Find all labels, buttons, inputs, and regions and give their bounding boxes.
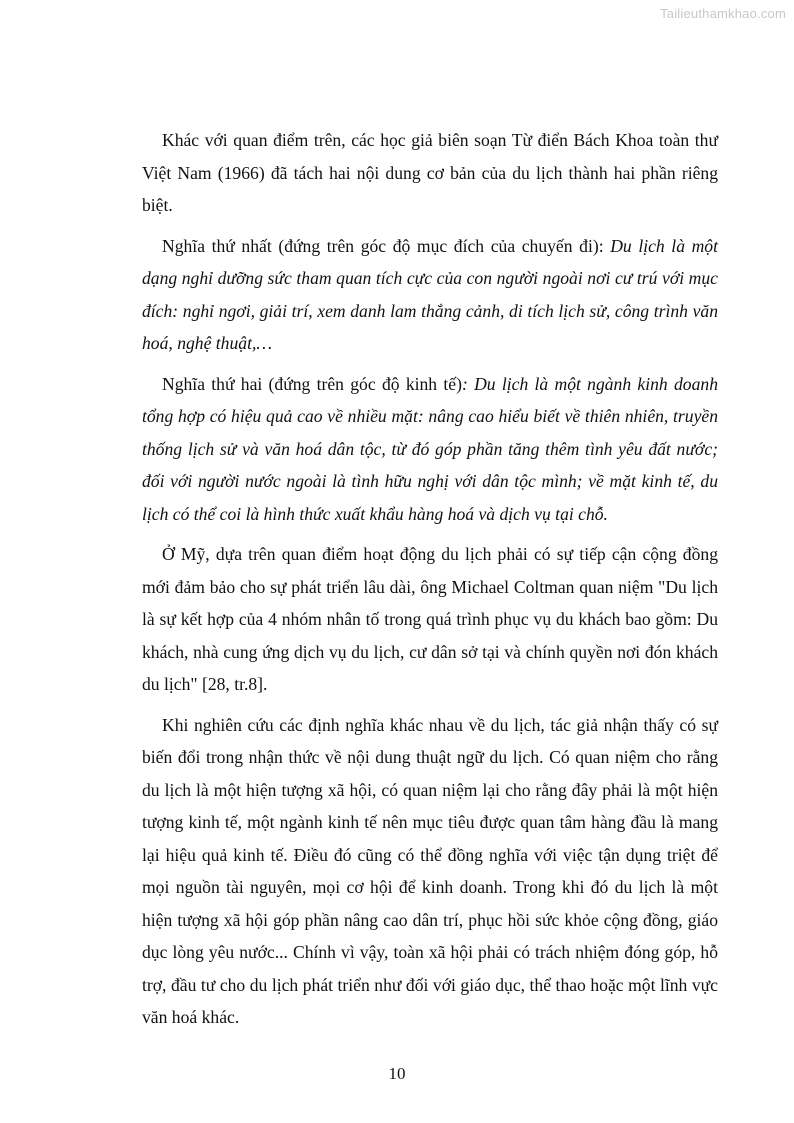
- paragraph-text: Nghĩa thứ nhất (đứng trên góc độ mục đích của chuyến đi):: [162, 235, 611, 256]
- paragraph-text: Khác với quan điểm trên, các học giả biên soạn Từ điển Bách Khoa toàn thư Việt Nam (1966) đã tách hai nội dung cơ bản của du lịch thành hai phần riêng biệt.: [142, 130, 718, 215]
- page-number: 10: [388, 1064, 406, 1083]
- paragraph-intro: [142, 124, 718, 222]
- document-body: [142, 124, 718, 1042]
- watermark-text: Tailieuthamkhao.com: [660, 6, 786, 21]
- paragraph-second-meaning: [142, 368, 718, 531]
- paragraph-text: Ở Mỹ, dựa trên quan điểm hoạt động du lịch phải có sự tiếp cận cộng đồng mới đảm bảo cho sự phát triển lâu dài, ông Michael Coltman quan niệm "Du lịch là sự kết hợp của 4 nhóm nhân tố trong quá trình phục vụ du khách bao gồm: Du khách, nhà cung ứng dịch vụ du lịch, cư dân sở tại và chính quyền nơi đón khách du lịch" [28, tr.8].: [142, 544, 718, 694]
- paragraph-text: Nghĩa thứ hai (đứng trên góc độ kinh tế): [162, 373, 462, 394]
- paragraph-first-meaning: [142, 230, 718, 360]
- paragraph-coltman: [142, 538, 718, 701]
- paragraph-conclusion: [142, 709, 718, 1034]
- paragraph-italic-text: : Du lịch là một ngành kinh doanh tổng hợp có hiệu quả cao về nhiều mặt: nâng cao hiểu biết về thiên nhiên, truyền thống lịch sử và văn hoá dân tộc, từ đó góp phần tăng thêm tình yêu đất nước; đối với người nước ngoài là tình hữu nghị với dân tộc mình; về mặt kinh tế, du lịch có thể coi là hình thức xuất khẩu hàng hoá và dịch vụ tại chỗ.: [142, 373, 718, 524]
- paragraph-text: Khi nghiên cứu các định nghĩa khác nhau về du lịch, tác giả nhận thấy có sự biến đổi trong nhận thức về nội dung thuật ngữ du lịch. Có quan niệm cho rằng du lịch là một hiện tượng xã hội, có quan niệm lại cho rằng đây phải là một hiện tượng kinh tế, một ngành kinh tế nên mục tiêu được quan tâm hàng đầu là mang lại hiệu quả kinh tế. Điều đó cũng có thể đồng nghĩa với việc tận dụng triệt để mọi nguồn tài nguyên, mọi cơ hội để kinh doanh. Trong khi đó du lịch là một hiện tượng xã hội góp phần nâng cao dân trí, phục hồi sức khỏe cộng đồng, giáo dục lòng yêu nước... Chính vì vậy, toàn xã hội phải có trách nhiệm đóng góp, hỗ trợ, đầu tư cho du lịch phát triển như đối với giáo dục, thể thao hoặc một lĩnh vực văn hoá khác.: [142, 714, 718, 1027]
- paragraph-italic-text: Du lịch là một dạng nghỉ dưỡng sức tham quan tích cực của con người ngoài nơi cư trú với mục đích: nghỉ ngơi, giải trí, xem danh lam thắng cảnh, di tích lịch sử, công trình văn hoá, nghệ thuật,…: [142, 235, 718, 353]
